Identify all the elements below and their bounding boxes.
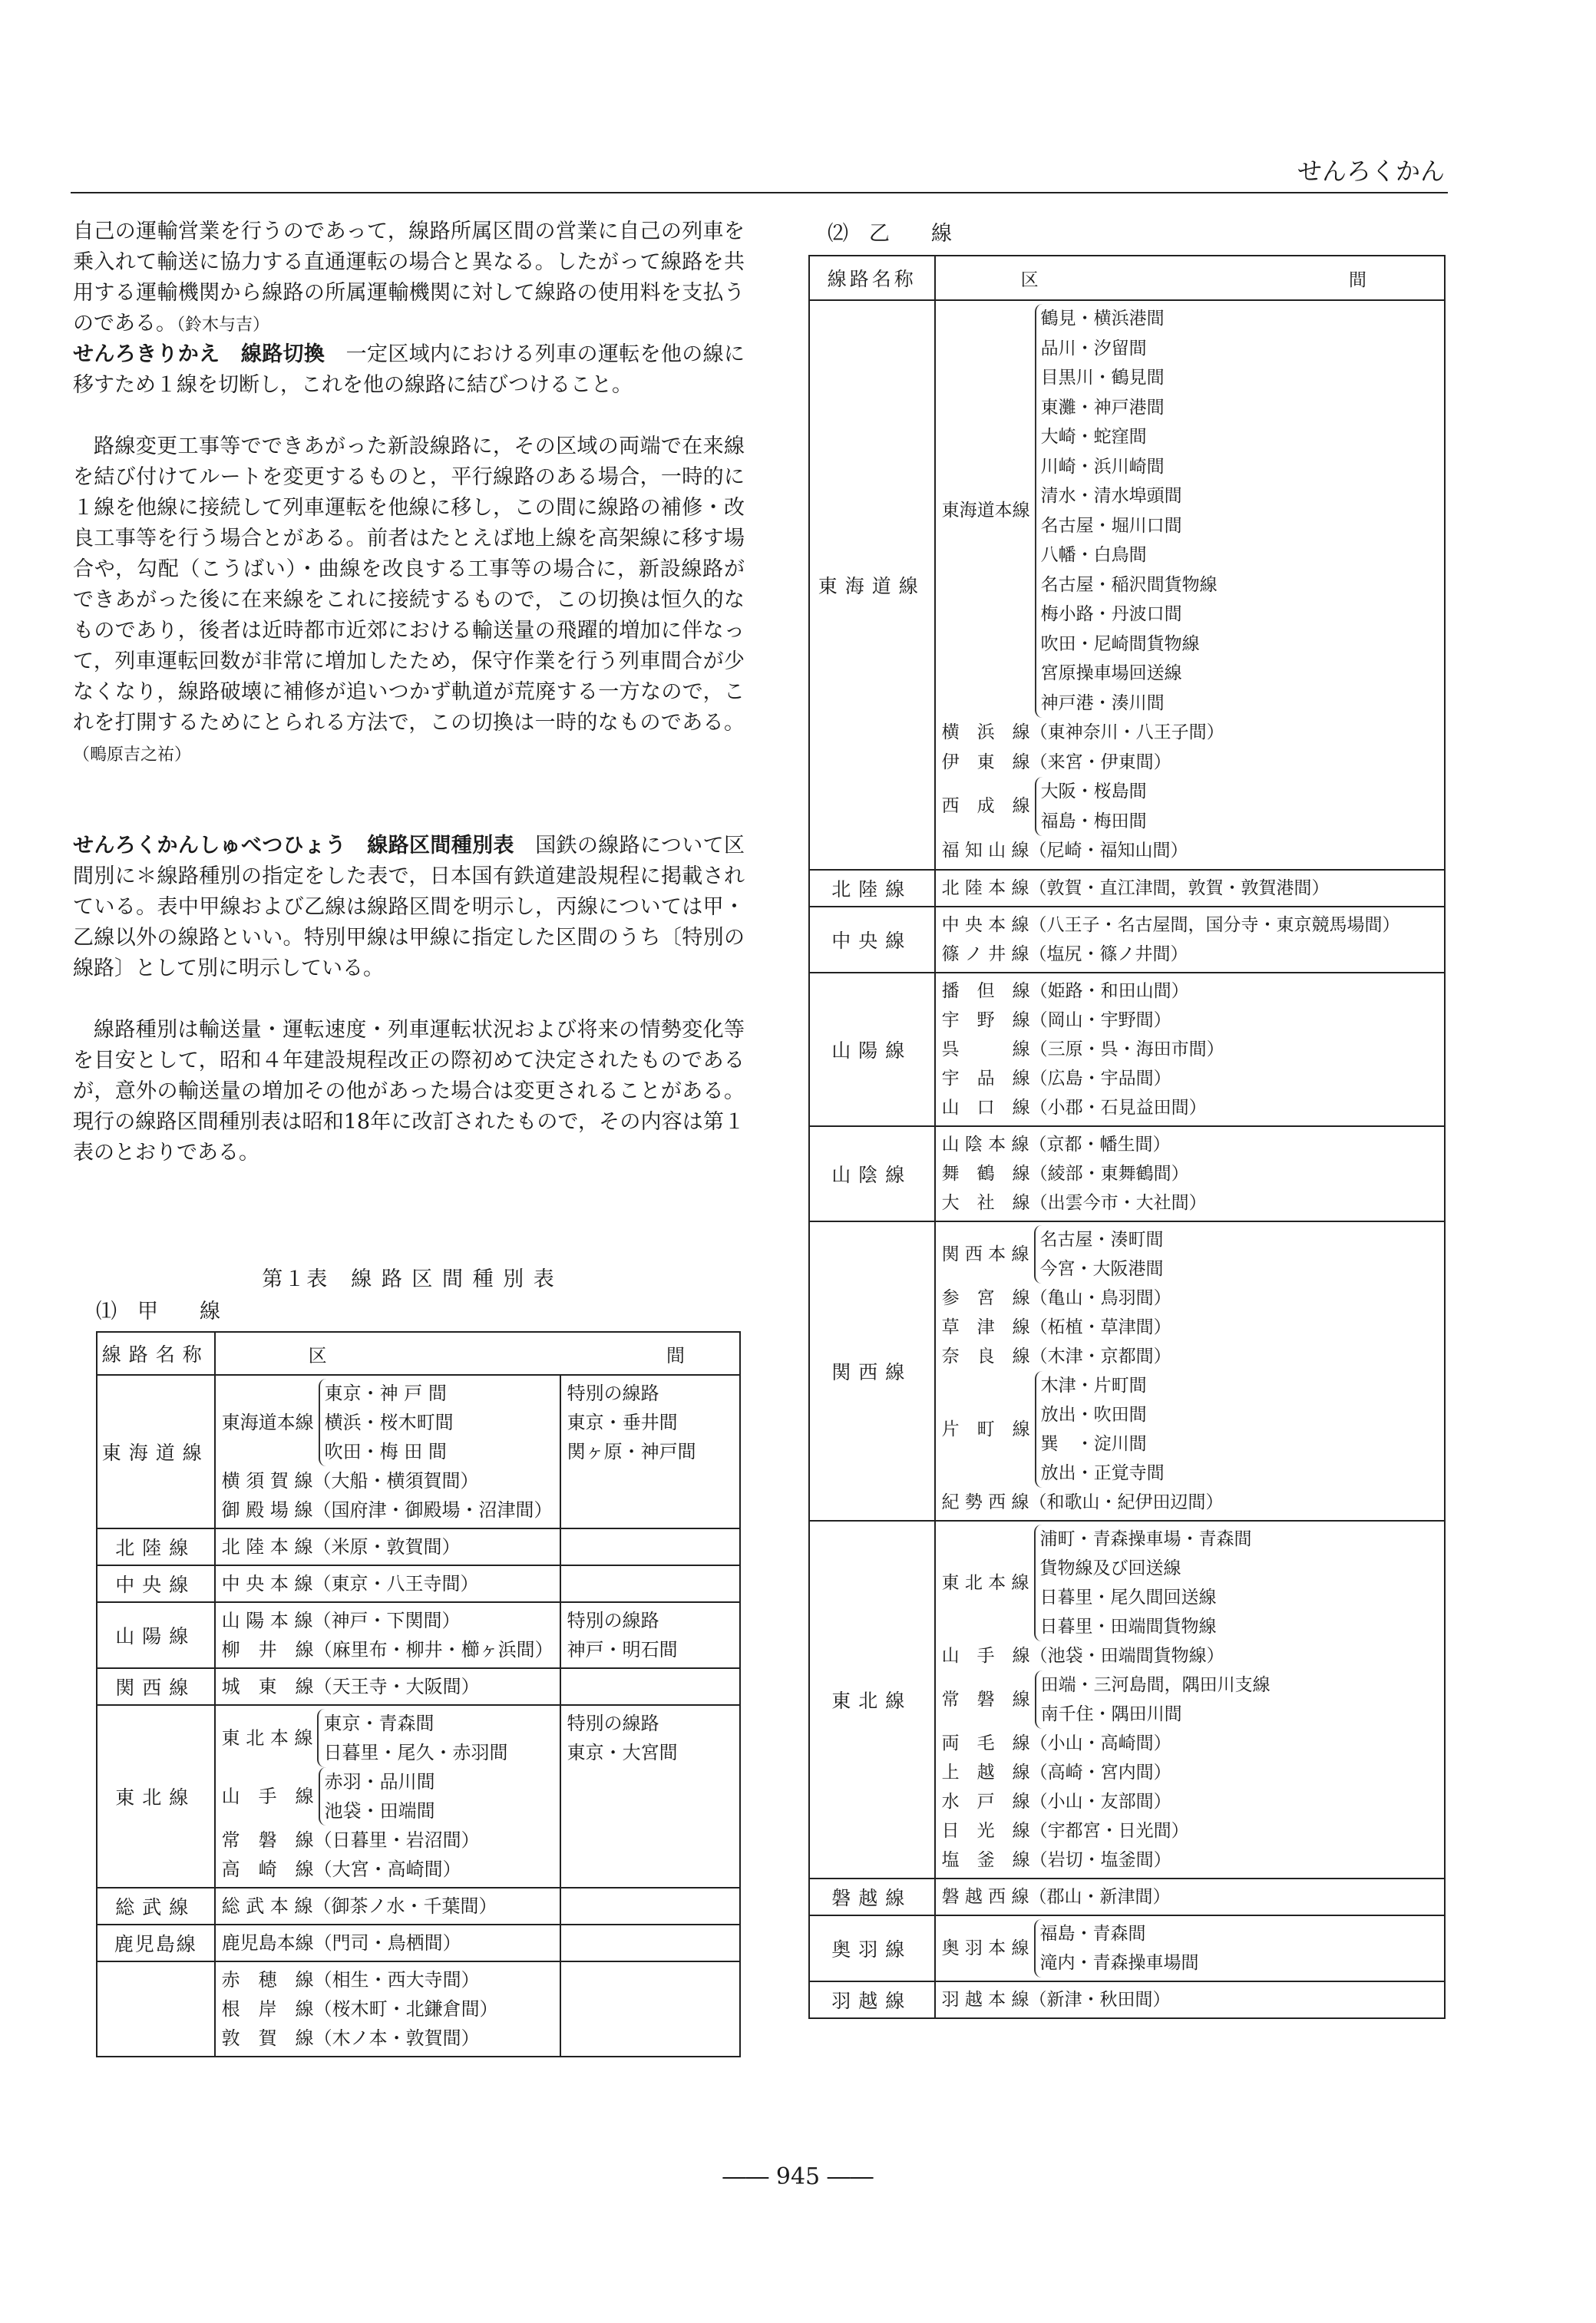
sections-cell [215, 1375, 560, 1528]
group-label: 東海道本線 [941, 501, 1030, 521]
table-row [809, 907, 1445, 973]
sections-cell [215, 1888, 560, 1925]
table-otsusen [808, 255, 1446, 2019]
section-line: 鹿児島本線（門司・鳥栖間） [221, 1932, 461, 1954]
line-name: 総武線 [97, 1888, 215, 1925]
section-item: 川崎・浜川崎間 [1040, 456, 1165, 477]
section-item: 横浜・桜木町間 [324, 1412, 454, 1433]
header-rule [71, 192, 1448, 193]
group-items [1035, 304, 1218, 718]
special-cell [560, 1888, 740, 1925]
section-line: 参 宮 線（亀山・鳥羽間） [941, 1287, 1171, 1308]
section-line: 横 須 賀 線（大船・横須賀間） [221, 1470, 479, 1492]
section-item: 田端・三河島間，隅田川支線 [1040, 1674, 1271, 1695]
group-items [319, 1767, 435, 1826]
entry-headword: せんろきりかえ 線路切換 [73, 342, 325, 366]
section-item: 福島・青森間 [1039, 1923, 1146, 1944]
special-cell [560, 1961, 740, 2057]
section-item: 日暮里・尾久間回送線 [1039, 1587, 1217, 1608]
sections-cell [935, 1221, 1445, 1521]
group-label: 東 北 本 線 [941, 1572, 1029, 1593]
section-item: 吹田・尼崎間貨物線 [1040, 633, 1200, 654]
special-cell [560, 1925, 740, 1961]
sections-cell [935, 973, 1445, 1126]
section-line: 両 毛 線（小山・高崎間） [941, 1733, 1171, 1753]
section-line: 中 央 本 線（東京・八王寺間） [221, 1573, 479, 1594]
group-label: 常 磐 線 [941, 1689, 1030, 1710]
section-line: 日 光 線（宇都宮・日光間） [941, 1820, 1189, 1841]
group-label: 関 西 本 線 [941, 1244, 1029, 1264]
section-line: 敦 賀 線（木ノ本・敦賀間） [221, 2027, 480, 2049]
group-items [1034, 1225, 1164, 1284]
line-name: 羽越線 [809, 1981, 935, 2018]
section-line: 山 陽 本 線（神戸・下関間） [221, 1610, 461, 1631]
group-label: 山 手 線 [221, 1786, 314, 1807]
sections-cell [215, 1602, 560, 1668]
special-title: 特別の線路 [567, 1383, 659, 1404]
line-name: 奥羽線 [809, 1915, 935, 1981]
section-line: 福 知 山 線（尼崎・福知山間） [941, 841, 1188, 861]
line-name: 東北線 [97, 1705, 215, 1888]
bracket-group [222, 1709, 553, 1767]
section-item: 福島・梅田間 [1040, 811, 1147, 831]
header-section [935, 256, 1445, 300]
dictionary-entry [73, 831, 745, 1015]
dictionary-entry [73, 339, 745, 431]
section-line: 赤 穂 線（相生・西大寺間） [221, 1969, 480, 1991]
section-line: 横 浜 線（東神奈川・八王子間） [941, 722, 1224, 742]
special-title: 特別の線路 [567, 1713, 659, 1734]
line-name [97, 1961, 215, 2057]
special-title: 特別の線路 [567, 1610, 659, 1631]
section-item: 木津・片町間 [1040, 1375, 1147, 1396]
page-number: ―― 945 ―― [722, 2163, 874, 2190]
sections-cell [215, 1528, 560, 1565]
sections-cell [215, 1565, 560, 1602]
sections-cell [935, 907, 1445, 973]
entry-definition: 一定区域内における列車の運転を他の線に移すため１線を切断し，これを他の線路に結びつけること。 [73, 342, 745, 397]
section-line: 北 陸 本 線（米原・敦賀間） [221, 1536, 461, 1558]
author-credit: （鈴木与吉） [177, 316, 270, 335]
bracket-group [222, 1379, 553, 1466]
section-item: 放出・吹田間 [1040, 1404, 1147, 1425]
section-line: 塩 釜 線（岩切・塩釜間） [941, 1849, 1171, 1870]
section-line: 舞 鶴 線（綾部・東舞鶴間） [941, 1163, 1189, 1184]
table-row [809, 1221, 1445, 1521]
section-item: 吹田・梅 田 間 [324, 1441, 447, 1462]
table-row [809, 1915, 1445, 1981]
special-item: 神戸・明石間 [567, 1639, 678, 1660]
special-cell [560, 1528, 740, 1565]
table-title: 第１表 線 路 区 間 種 別 表 [262, 1267, 556, 1291]
line-name: 山陽線 [97, 1602, 215, 1668]
line-name: 東海道線 [809, 300, 935, 870]
table-kosen [96, 1331, 741, 2057]
section-line: 羽 越 本 線（新津・秋田間） [941, 1989, 1171, 2010]
section-item: 滝内・青森操車場間 [1039, 1952, 1199, 1973]
section-line: 上 越 線（高崎・宮内間） [941, 1762, 1171, 1783]
section-line: 山 手 線（池袋・田端間貨物線） [941, 1645, 1224, 1666]
paragraph-text: 自己の運輸営業を行うのであって，線路所属区間の営業に自己の列車を乗入れて輸送に協力する直通運転の場合と異なる。したがって線路を共用する運輸機関から線路の所属運輸機関に対して線路の使用料を支払うのである。 [73, 220, 745, 335]
table-row [809, 870, 1445, 907]
section-line: 水 戸 線（小山・友部間） [941, 1791, 1171, 1812]
group-items [1034, 1525, 1252, 1641]
section-item: 清水・清水埠頭間 [1040, 486, 1182, 506]
table-row [809, 1126, 1445, 1221]
section-item: 八幡・白鳥間 [1040, 545, 1147, 565]
table-header-row [809, 256, 1445, 300]
table-row [809, 973, 1445, 1126]
section-item: 巽 ・淀川間 [1040, 1433, 1147, 1454]
bracket-group [942, 1525, 1438, 1641]
special-cell [560, 1668, 740, 1705]
group-items [1035, 1371, 1165, 1488]
table-row [97, 1602, 740, 1668]
group-label: 東海道本線 [221, 1412, 314, 1433]
section-line: 伊 東 線（来宮・伊東間） [941, 752, 1171, 772]
section-line: 城 東 線（天王寺・大阪間） [221, 1676, 480, 1697]
section-item: 今宮・大阪港間 [1039, 1258, 1164, 1279]
table-row [97, 1565, 740, 1602]
section-item: 名古屋・稲沢間貨物線 [1040, 574, 1218, 595]
group-items [1035, 777, 1147, 836]
section-line: 中 央 本 線（八王子・名古屋間，国分寺・東京競馬場間） [941, 914, 1400, 935]
section-item: 日暮里・田端間貨物線 [1039, 1616, 1217, 1637]
section-line: 播 但 線（姫路・和田山間） [941, 980, 1189, 1001]
bracket-group [942, 1670, 1438, 1729]
table-row [809, 1981, 1445, 2018]
line-name: 山陽線 [809, 973, 935, 1126]
table-row [809, 1521, 1445, 1879]
section-line: 大 社 線（出雲今市・大社間） [941, 1192, 1207, 1213]
section-item: 品川・汐留間 [1040, 338, 1147, 359]
sections-cell [215, 1668, 560, 1705]
line-name: 東海道線 [97, 1375, 215, 1528]
sections-cell [935, 1126, 1445, 1221]
header-section [215, 1332, 740, 1375]
section-item: 梅小路・丹波口間 [1040, 604, 1182, 624]
line-name: 中央線 [809, 907, 935, 973]
line-name: 関西線 [97, 1668, 215, 1705]
section-line: 宇 品 線（広島・宇品間） [941, 1068, 1171, 1089]
sections-cell [935, 1981, 1445, 2018]
table-row [97, 1528, 740, 1565]
group-label: 西 成 線 [941, 796, 1030, 817]
section-line: 奈 良 線（木津・京都間） [941, 1346, 1171, 1366]
sections-cell [935, 1879, 1445, 1915]
section-item: 神戸港・湊川間 [1040, 692, 1165, 713]
special-item: 東京・大宮間 [567, 1742, 678, 1763]
section-line: 高 崎 線（大宮・高崎間） [221, 1859, 461, 1880]
table-subtitle: ⑵ 乙 線 [828, 222, 952, 246]
special-cell [560, 1565, 740, 1602]
section-line: 宇 野 線（岡山・宇野間） [941, 1009, 1171, 1030]
paragraph-text: 路線変更工事等でできあがった新設線路に，その区域の両端で在来線を結び付けてルートを変更するものと，平行線路のある場合，一時的に１線を他線に接続して列車運転を他線に移し，この間に線路の補修・改良工事等を行う場合とがある。前者はたとえば地上線を高架線に移す場合や，勾配（こうばい）・曲線を改良する工事等の場合に，新設線路ができあがった後に在来線をこれに接続するもので，この切換は恒久的なものであり，後者は近時都市近郊における輸送量の飛躍的増加に伴なって，列車運転回数が非常に増加したため，保守作業を行う列車間合が少なくなり，線路破壊に補修が追いつかず軌道が荒廃する一方なので，これを打開するためにとられる方法で，この切換は一時的なものである。 [73, 435, 745, 735]
section-item: 東灘・神戸港間 [1040, 397, 1165, 418]
section-line: 総 武 本 線（御茶ノ水・千葉間） [221, 1895, 497, 1917]
section-item: 目黒川・鶴見間 [1040, 368, 1165, 388]
section-line: 北 陸 本 線（敦賀・直江津間，敦賀・敦賀港間） [941, 877, 1330, 898]
table-subtitle: ⑴ 甲 線 [96, 1300, 220, 1323]
section-line: 常 磐 線（日暮里・岩沼間） [221, 1829, 480, 1851]
sections-cell [215, 1961, 560, 2057]
bracket-group [942, 1225, 1438, 1284]
line-name: 磐越線 [809, 1879, 935, 1915]
section-item: 放出・正覚寺間 [1040, 1462, 1165, 1483]
section-item: 浦町・青森操車場・青森間 [1039, 1528, 1252, 1549]
header-ku: 区 [1020, 269, 1039, 290]
line-name: 山陰線 [809, 1126, 935, 1221]
section-line: 篠 ノ 井 線（塩尻・篠ノ井間） [941, 943, 1188, 964]
section-line: 磐 越 西 線（郡山・新津間） [941, 1886, 1171, 1907]
section-item: 鶴見・横浜港間 [1040, 309, 1165, 329]
section-line: 山 口 線（小郡・石見益田間） [941, 1097, 1207, 1118]
line-name: 関西線 [809, 1221, 935, 1521]
section-line: 紀 勢 西 線（和歌山・紀伊田辺間） [941, 1492, 1224, 1512]
sections-cell [215, 1925, 560, 1961]
sections-cell [935, 870, 1445, 907]
table-row [97, 1705, 740, 1888]
header-kan: 間 [666, 1344, 685, 1366]
section-item: 赤羽・品川間 [324, 1771, 435, 1793]
section-line: 柳 井 線（麻里布・柳井・櫛ヶ浜間） [221, 1639, 553, 1660]
section-line: 山 陰 本 線（京都・幡生間） [941, 1134, 1171, 1155]
table-row [97, 1668, 740, 1705]
bracket-group [942, 777, 1438, 836]
special-item: 関ヶ原・神戸間 [567, 1441, 696, 1462]
left-column [73, 216, 745, 2049]
sections-cell [935, 300, 1445, 870]
line-name: 東北線 [809, 1521, 935, 1879]
header-line-name: 線路名称 [97, 1332, 215, 1375]
line-name: 鹿児島線 [97, 1925, 215, 1961]
table-row [97, 1925, 740, 1961]
entry-headword: せんろくかんしゅべつひょう 線路区間種別表 [73, 834, 514, 857]
group-label: 片 町 線 [941, 1419, 1030, 1439]
group-items [1034, 1919, 1199, 1978]
entry-definition: 国鉄の線路について区間別に＊線路種別の指定をした表で，日本国有鉄道建設規程に掲載されている。表中甲線および乙線は線路区間を明示し，丙線については甲・乙線以外の線路といい。特別甲線は甲線に指定した区間のうち〔特別の線路〕として別に明示している。 [73, 834, 745, 980]
section-item: 東京・神 戸 間 [324, 1383, 447, 1404]
section-line: 草 津 線（柘植・草津間） [941, 1317, 1171, 1337]
group-items [319, 1379, 454, 1466]
special-cell [560, 1375, 740, 1528]
sections-cell [935, 1521, 1445, 1879]
group-label: 東 北 本 線 [221, 1727, 313, 1749]
section-item: 大阪・桜島間 [1040, 781, 1147, 801]
paragraph: 線路種別は輸送量・運転速度・列車運転状況および将来の情勢変化等を目安として，昭和４年建設規程改正の際初めて決定されたものであるが，意外の輸送量の増加その他があった場合は変更されることがある。現行の線路区間種別表は昭和18年に改訂されたもので，その内容は第１表のとおりである。 [73, 1018, 745, 1165]
table-row [97, 1888, 740, 1925]
header-line-name: 線路名称 [809, 256, 935, 300]
section-item: 池袋・田端間 [324, 1800, 435, 1822]
group-items [317, 1709, 507, 1767]
section-line: 根 岸 線（桜木町・北鎌倉間） [221, 1998, 498, 2020]
line-name: 北陸線 [97, 1528, 215, 1565]
paragraph [73, 216, 745, 339]
section-item: 日暮里・尾久・赤羽間 [323, 1742, 508, 1763]
table-row [97, 1961, 740, 2057]
bracket-group [222, 1767, 553, 1826]
special-cell [560, 1705, 740, 1888]
line-name: 中央線 [97, 1565, 215, 1602]
section-item: 名古屋・堀川口間 [1040, 515, 1182, 536]
sections-cell [935, 1915, 1445, 1981]
line-name: 北陸線 [809, 870, 935, 907]
section-line: 呉 線（三原・呉・海田市間） [941, 1039, 1224, 1059]
header-ku: 区 [308, 1344, 327, 1366]
table-header-row [97, 1332, 740, 1375]
bracket-group [942, 1919, 1438, 1978]
running-header: せんろくかん [1297, 157, 1445, 186]
table-row [809, 1879, 1445, 1915]
section-item: 東京・青森間 [323, 1713, 435, 1734]
bracket-group [942, 1371, 1438, 1488]
section-item: 名古屋・湊町間 [1039, 1229, 1164, 1250]
special-cell [560, 1602, 740, 1668]
bracket-group [942, 304, 1438, 718]
section-item: 貨物線及び回送線 [1039, 1558, 1181, 1578]
group-label: 奥 羽 本 線 [941, 1938, 1029, 1958]
group-items [1035, 1670, 1271, 1729]
section-item: 宮原操車場回送線 [1040, 663, 1182, 683]
author-credit: （鴫原吉之祐） [73, 745, 192, 765]
table-row [97, 1375, 740, 1528]
header-kan: 間 [1349, 269, 1366, 290]
table-row [809, 300, 1445, 870]
paragraph [73, 431, 745, 831]
sections-cell [215, 1705, 560, 1888]
section-line: 御 殿 場 線（国府津・御殿場・沼津間） [221, 1499, 553, 1521]
section-item: 大崎・蛇窪間 [1040, 427, 1147, 447]
section-item: 南千住・隅田川間 [1040, 1703, 1182, 1724]
special-item: 東京・垂井間 [567, 1412, 678, 1433]
